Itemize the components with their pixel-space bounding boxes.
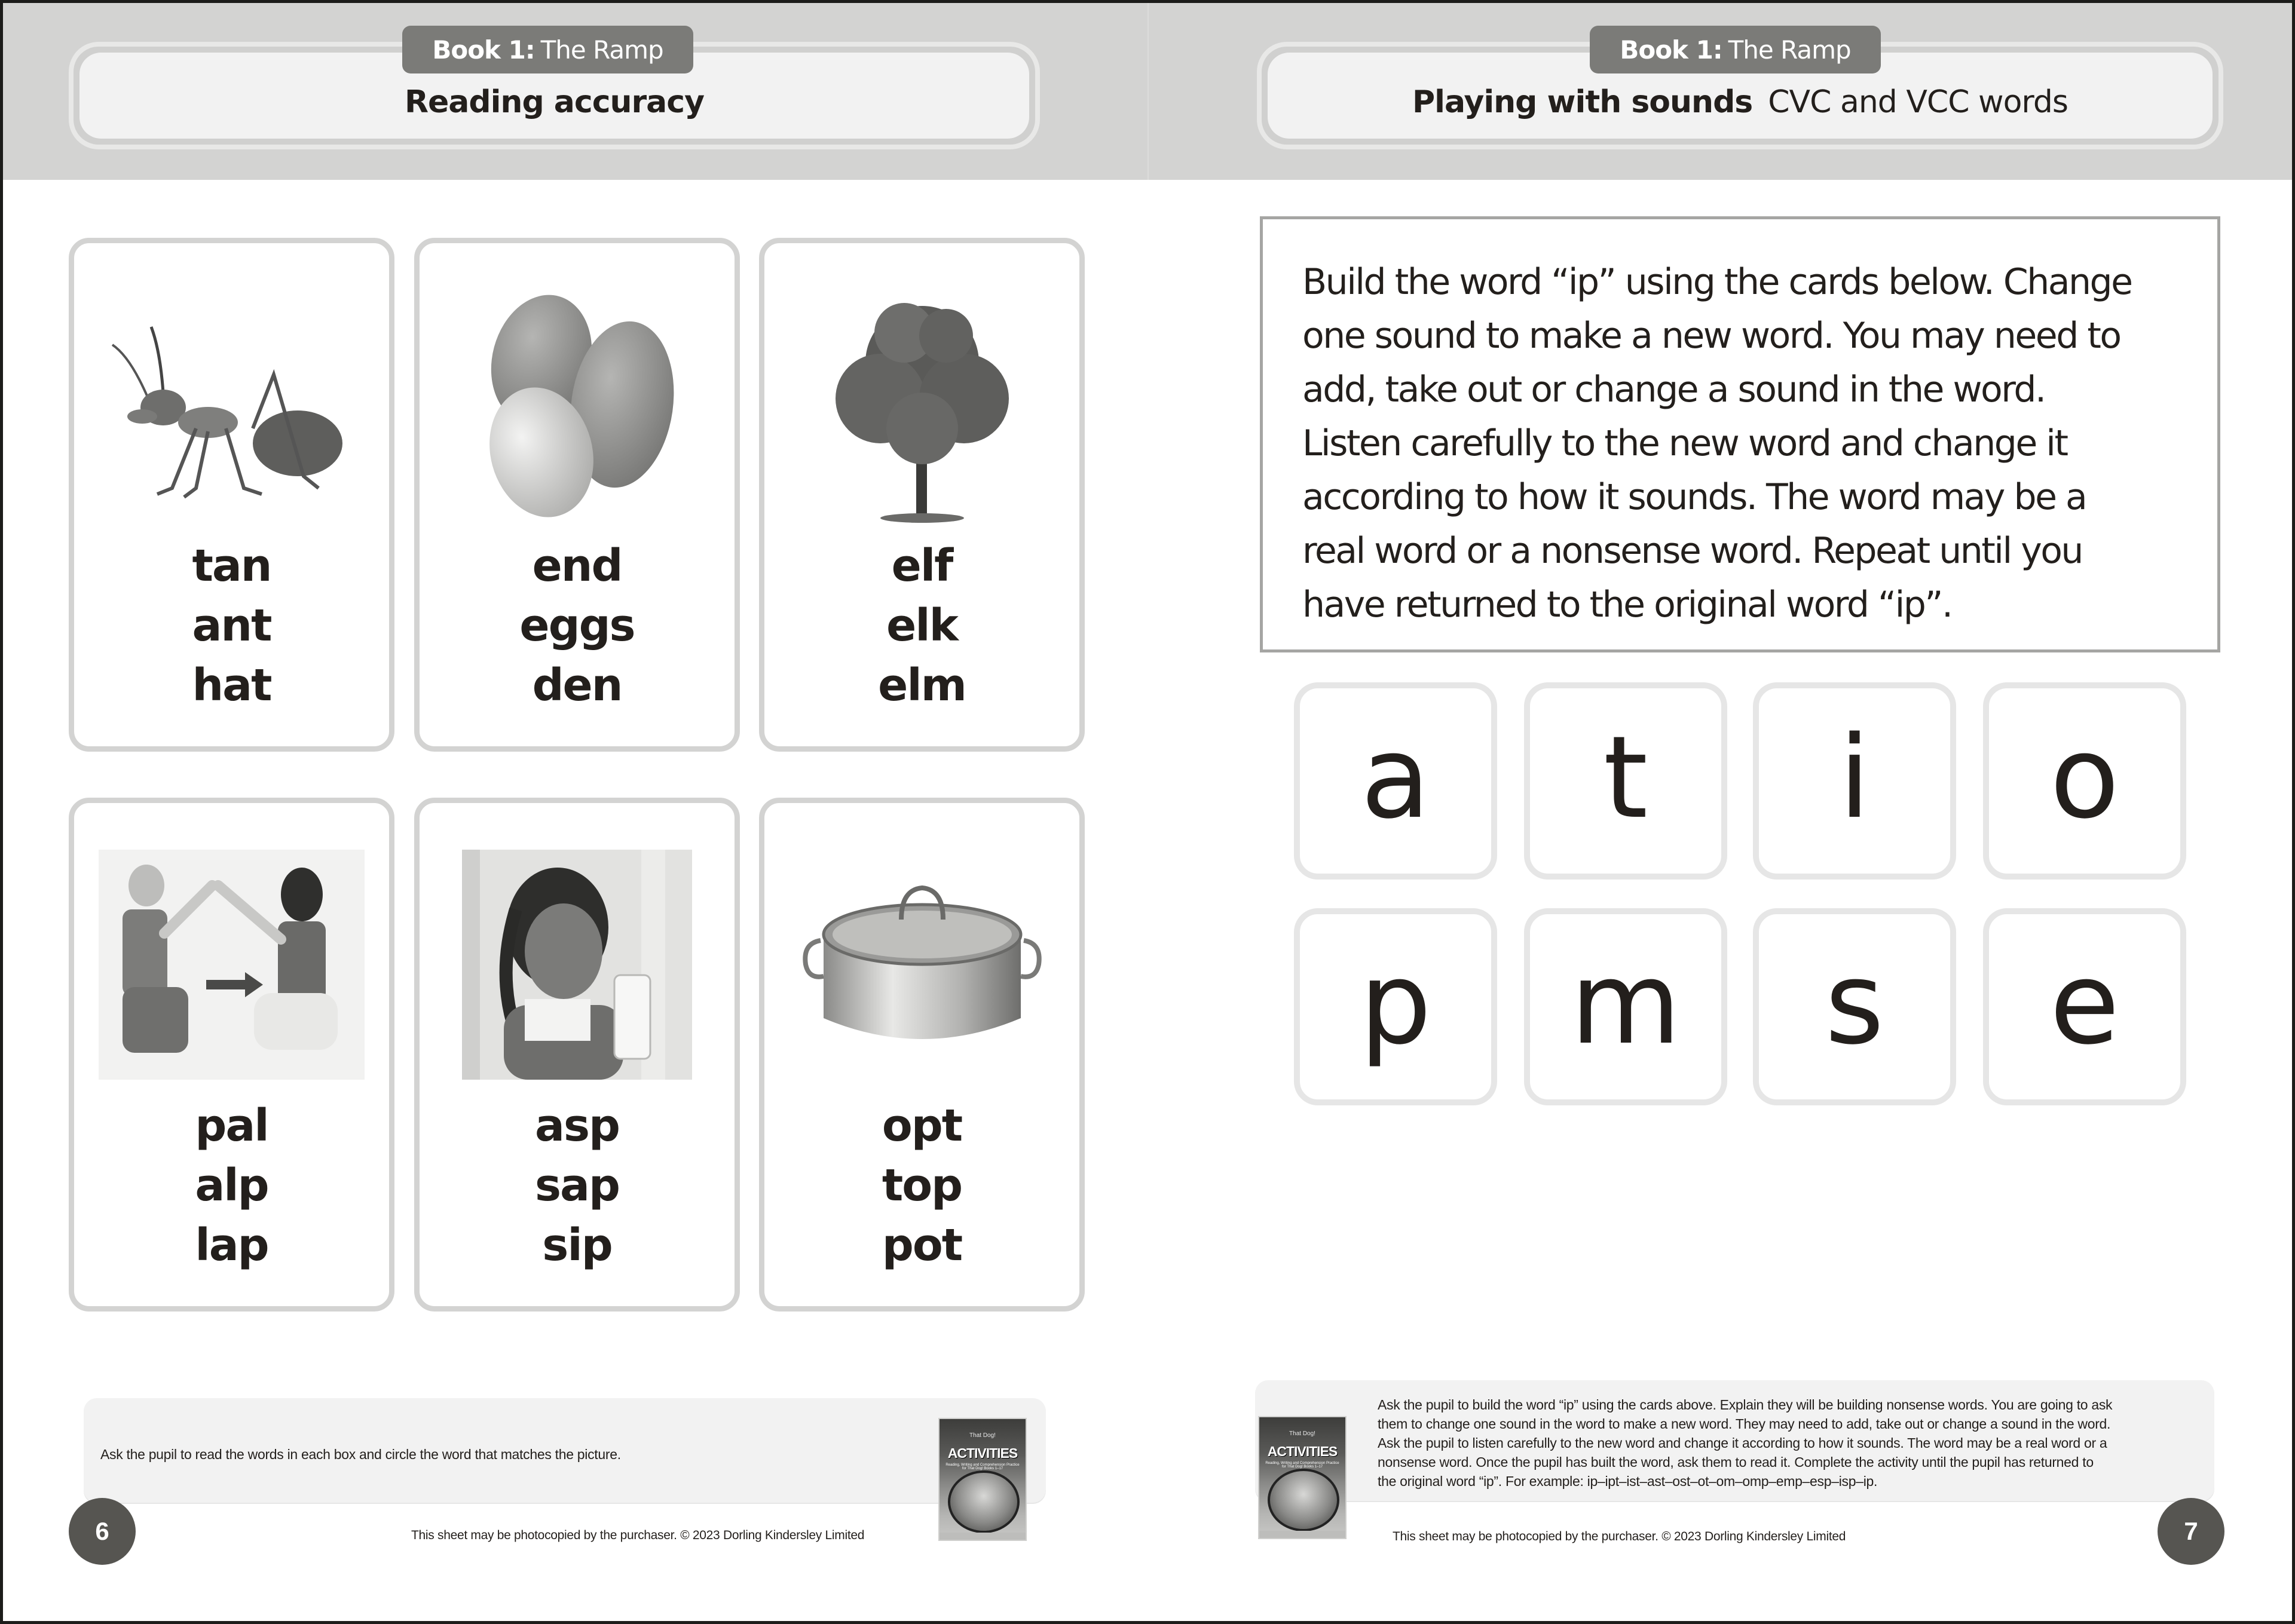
word-card-pot: [759, 798, 1085, 1312]
word-card-eggs: [414, 238, 740, 752]
book-label: Book 1:: [1620, 35, 1722, 65]
instruction-line: have returned to the original word “ip”.: [1302, 584, 1952, 626]
note-line: nonsense word. Once the pupil has built the word, ask them to read it. Complete the activity until the pupil has returned to: [1378, 1454, 2094, 1470]
letter-label: t: [1603, 712, 1648, 844]
letter-label: m: [1570, 937, 1681, 1070]
word-option[interactable]: top: [882, 1160, 962, 1211]
book-spread: [3, 3, 2292, 1621]
instruction-line: according to how it sounds. The word may be a: [1302, 476, 2086, 518]
page-spine: [1148, 3, 1149, 180]
teacher-note-text: Ask the pupil to read the words in each box and circle the word that matches the picture.: [100, 1447, 621, 1462]
book-label: Book 1:: [432, 35, 535, 65]
page-number-left: 6: [69, 1498, 136, 1565]
letter-card-e[interactable]: [1983, 908, 2186, 1105]
ant-icon: [98, 279, 365, 530]
letter-card-m[interactable]: [1524, 908, 1727, 1105]
word-option[interactable]: tan: [192, 540, 271, 592]
word-option[interactable]: pot: [882, 1219, 962, 1271]
children-clapping-icon: [98, 839, 365, 1090]
copyright-left: This sheet may be photocopied by the purchaser. © 2023 Dorling Kindersley Limited: [411, 1528, 865, 1542]
word-option[interactable]: asp: [535, 1100, 619, 1151]
letter-label: s: [1825, 937, 1884, 1070]
instruction-line: Listen carefully to the new word and change it: [1302, 422, 2067, 464]
letter-card-t[interactable]: [1524, 682, 1727, 880]
instruction-line: one sound to make a new word. You may need to: [1302, 315, 2120, 357]
instruction-line: Build the word “ip” using the cards below. Change: [1302, 261, 2132, 303]
cover-title: ACTIVITIES: [1267, 1444, 1338, 1459]
activities-book-cover-icon: [1258, 1416, 1347, 1539]
cover-brand: That Dog!: [969, 1432, 996, 1439]
word-option[interactable]: eggs: [519, 600, 635, 651]
book-name: The Ramp: [1728, 35, 1851, 65]
note-line: Ask the pupil to build the word “ip” using the cards above. Explain they will be building nonsense words. You are going to ask: [1378, 1397, 2113, 1412]
page-title: Reading accuracy: [404, 84, 704, 120]
instruction-box: [1260, 216, 2220, 652]
word-option[interactable]: elk: [886, 600, 957, 651]
cover-subtitle: Reading, Writing and Comprehension Practice for That Dog! Books 1–17: [945, 1463, 1020, 1470]
letter-label: o: [2049, 712, 2120, 844]
word-option[interactable]: sap: [535, 1160, 619, 1211]
girl-drinking-icon: [443, 839, 711, 1090]
eggs-icon: [443, 279, 711, 530]
instruction-line: add, take out or change a sound in the word.: [1302, 369, 2045, 410]
word-option[interactable]: hat: [192, 660, 271, 711]
page-title: Playing with sounds: [1412, 84, 1753, 120]
tree-icon: [788, 279, 1055, 530]
letter-card-p[interactable]: [1294, 908, 1497, 1105]
letter-label: p: [1359, 937, 1432, 1070]
word-card-tree: [759, 238, 1085, 752]
word-option[interactable]: elf: [891, 540, 953, 592]
word-option[interactable]: sip: [542, 1219, 612, 1271]
word-option[interactable]: end: [532, 540, 622, 592]
word-option[interactable]: elm: [878, 660, 966, 711]
word-option[interactable]: ant: [192, 600, 271, 651]
note-line: Ask the pupil to listen carefully to the new word and change it according to how it sounds. The word may be a real word or a: [1378, 1435, 2107, 1451]
letter-label: e: [2049, 937, 2120, 1070]
book-tab-left: [402, 26, 693, 73]
activities-book-cover-icon: [938, 1418, 1027, 1541]
word-option[interactable]: opt: [882, 1100, 962, 1151]
book-name: The Ramp: [540, 35, 663, 65]
note-line: them to change one sound in the word to make a new word. They may need to add, take out or change a sound in the word.: [1378, 1416, 2111, 1432]
word-card-pals: [69, 798, 394, 1312]
cover-title: ACTIVITIES: [947, 1445, 1018, 1461]
instruction-line: real word or a nonsense word. Repeat until you: [1302, 530, 2082, 572]
cover-brand: That Dog!: [1289, 1430, 1315, 1437]
word-option[interactable]: alp: [195, 1160, 268, 1211]
letter-card-o[interactable]: [1983, 682, 2186, 880]
letter-card-s[interactable]: [1753, 908, 1956, 1105]
letter-card-a[interactable]: [1294, 682, 1497, 880]
word-option[interactable]: pal: [195, 1100, 268, 1151]
letter-label: i: [1838, 712, 1871, 844]
copyright-right: This sheet may be photocopied by the purchaser. © 2023 Dorling Kindersley Limited: [1393, 1530, 1846, 1543]
word-card-ant: [69, 238, 394, 752]
letter-card-i[interactable]: [1753, 682, 1956, 880]
book-tab-right: [1590, 26, 1881, 73]
teacher-note-text: [1378, 1395, 2112, 1491]
cover-subtitle: Reading, Writing and Comprehension Practice for That Dog! Books 1–17: [1265, 1461, 1339, 1469]
letter-label: a: [1360, 712, 1431, 844]
page-subtitle: CVC and VCC words: [1768, 84, 2068, 120]
page-number-right: 7: [2158, 1498, 2224, 1565]
word-option[interactable]: lap: [195, 1219, 268, 1271]
word-card-sip: [414, 798, 740, 1312]
cooking-pot-icon: [788, 839, 1055, 1090]
note-line: the original word “ip”. For example: ip–ipt–ist–ast–ost–ot–om–omp–emp–esp–isp–ip.: [1378, 1473, 1878, 1489]
word-option[interactable]: den: [532, 660, 622, 711]
